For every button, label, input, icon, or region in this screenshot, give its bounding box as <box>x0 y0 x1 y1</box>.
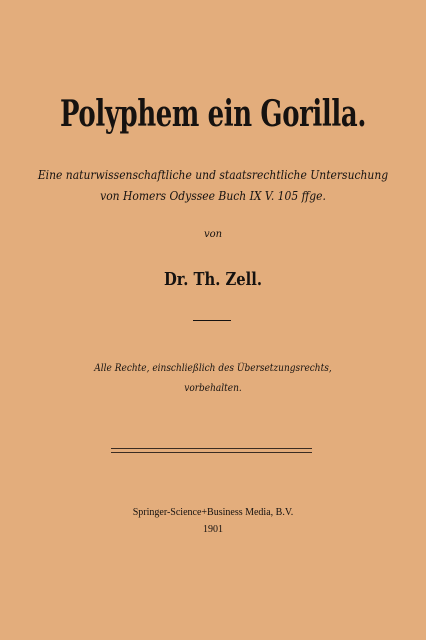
rights-notice-line-1: Alle Rechte, einschließlich des Übersetzungsrechts, <box>94 363 332 374</box>
publisher: Springer-Science+Business Media, B.V. <box>132 507 294 518</box>
subtitle-line-2: von Homers Odyssee Buch IX V. 105 ffge. <box>100 188 326 203</box>
subtitle-line-1: Eine naturwissenschaftliche und staatsrechtliche Untersuchung <box>37 167 389 182</box>
author-name: Dr. Th. Zell. <box>163 269 263 290</box>
rights-notice-line-2: vorbehalten. <box>184 383 242 394</box>
publication-year: 1901 <box>203 524 223 535</box>
book-title: Polyphem ein Gorilla. <box>60 93 366 135</box>
double-divider <box>111 448 312 453</box>
short-divider <box>193 320 231 321</box>
by-label: von <box>203 229 223 240</box>
